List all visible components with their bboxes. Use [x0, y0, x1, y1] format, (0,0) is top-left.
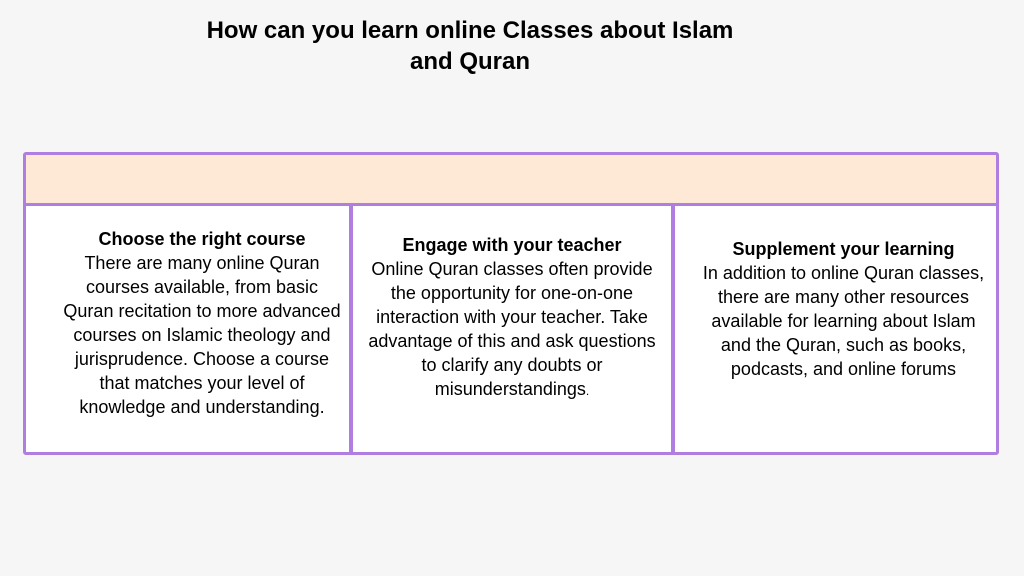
info-table — [23, 152, 999, 455]
table-cell-engage-teacher — [367, 233, 657, 403]
cell-heading: Choose the right course — [98, 229, 306, 249]
cell-body: Online Quran classes often provide the opportunity for one-on-one interaction with your teacher. Take advantage of this and ask questions to clarify any doubts or misunderstandings — [368, 259, 656, 399]
cell-body: In addition to online Quran classes, there are many other resources available for learning about Islam and the Quran, such as books, podcasts, and online forums — [702, 263, 985, 379]
table-cell-supplement-learning — [696, 237, 991, 381]
column-divider — [671, 206, 675, 452]
table-header-row — [26, 155, 996, 206]
cell-heading: Supplement your learning — [732, 239, 955, 259]
cell-heading: Engage with your teacher — [402, 235, 622, 255]
cell-body: There are many online Quran courses available, from basic Quran recitation to more advanced courses on Islamic theology and jurisprudence. Choose a course that matches your level of knowledge and understanding. — [63, 253, 341, 417]
page-title: How can you learn online Classes about Islam and Quran — [206, 17, 734, 75]
cell-trailing-mark: . — [585, 384, 590, 398]
column-divider — [349, 206, 353, 452]
table-cell-choose-course — [62, 227, 342, 419]
